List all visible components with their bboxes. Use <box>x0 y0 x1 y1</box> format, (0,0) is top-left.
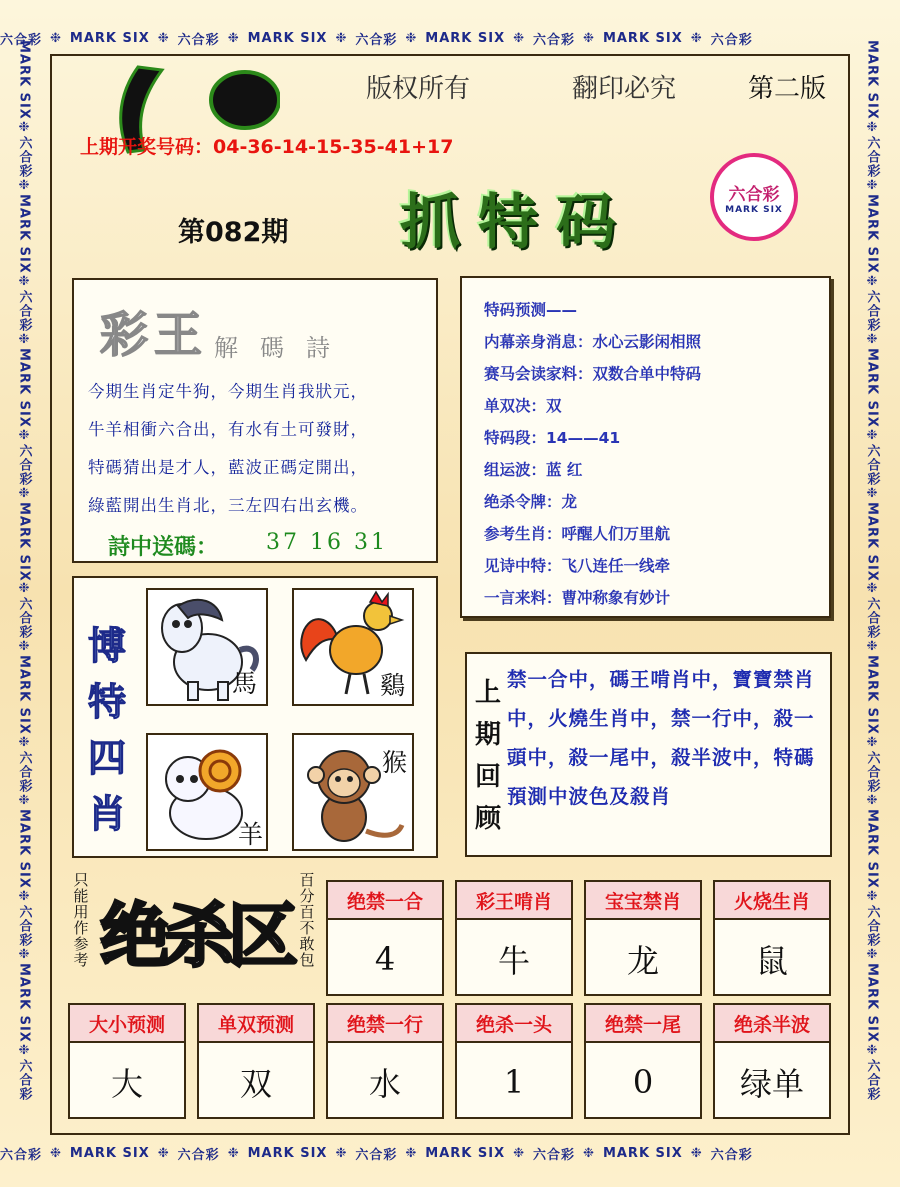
kill-cell-head: 绝禁一尾 <box>586 1005 700 1043</box>
prediction-line: 参考生肖：呼醒人们万里航 <box>484 525 671 543</box>
prediction-line: 特码预测—— <box>484 301 578 319</box>
prediction-line: 一言来料：曹冲称象有妙计 <box>484 589 671 607</box>
kill-cell <box>68 1003 186 1119</box>
border-text: MARK SIX <box>16 809 32 890</box>
border-text: 六合彩 <box>864 597 880 640</box>
mark-six-logo <box>710 153 798 241</box>
kill-cell <box>713 880 831 996</box>
border-bottom: 六合彩 ❉ MARK SIX ❉ 六合彩 ❉ MARK SIX ❉ 六合彩 ❉ MARK SIX ❉ 六合彩 ❉ MARK SIX ❉ 六合彩 <box>0 1145 753 1163</box>
border-text: MARK SIX <box>16 501 32 582</box>
kill-cell <box>197 1003 315 1119</box>
prediction-panel <box>460 276 831 618</box>
border-text: MARK SIX <box>425 1145 506 1161</box>
kill-zone-note-right: 百分百不敢包 <box>299 871 315 969</box>
border-text: MARK SIX <box>864 809 880 890</box>
border-right: MARK SIX ❉ 六合彩 ❉ MARK SIX ❉ 六合彩 ❉ MARK SIX ❉ 六合彩 ❉ MARK SIX ❉ 六合彩 ❉ MARK SIX ❉ 六合彩 ❉ MARK SIX ❉ 六合彩 ❉ MARK SIX ❉ 六合彩 <box>864 40 880 1101</box>
border-text: MARK SIX <box>864 655 880 736</box>
border-text: 六合彩 <box>16 905 32 948</box>
poem-line: 今期生肖定牛狗，今期生肖我狀元， <box>88 382 368 401</box>
border-text: 六合彩 <box>16 289 32 332</box>
prediction-line: 赛马会读家料：双数合单中特码 <box>484 365 702 383</box>
zodiac-card-sheep <box>146 733 268 851</box>
kill-cell-value: 绿单 <box>739 1065 804 1103</box>
border-left: MARK SIX ❉ 六合彩 ❉ MARK SIX ❉ 六合彩 ❉ MARK SIX ❉ 六合彩 ❉ MARK SIX ❉ 六合彩 ❉ MARK SIX ❉ 六合彩 ❉ MARK SIX ❉ 六合彩 ❉ MARK SIX ❉ 六合彩 <box>16 40 32 1101</box>
kill-cell <box>326 1003 444 1119</box>
border-text: MARK SIX <box>247 30 328 46</box>
border-text: 六合彩 <box>16 443 32 486</box>
kill-cell-value: 4 <box>374 940 396 978</box>
issue-number: 第082期 <box>178 217 289 248</box>
border-text: MARK SIX <box>602 30 683 46</box>
kill-cell-value: 0 <box>632 1063 654 1101</box>
no-reprint-text: 翻印必究 <box>572 74 677 104</box>
border-text: 六合彩 <box>864 1058 880 1101</box>
copyright-text: 版权所有 <box>366 74 471 104</box>
prediction-line: 内幕亲身消息：水心云影闲相照 <box>484 333 702 351</box>
border-text: 六合彩 <box>710 1147 753 1163</box>
zodiac-name: 馬 <box>232 669 258 698</box>
kill-cell-head: 宝宝禁肖 <box>586 882 700 920</box>
poem-subtitle: 解碼詩 <box>214 334 352 362</box>
kill-cell-value: 牛 <box>497 942 530 980</box>
border-text: 六合彩 <box>177 32 220 48</box>
kill-cell <box>713 1003 831 1119</box>
poem-numbers: 37 16 31 <box>266 530 388 555</box>
zodiac-card-monkey <box>292 733 414 851</box>
kill-cell-head: 彩王啃肖 <box>457 882 571 920</box>
zodiac-name: 鷄 <box>380 671 406 700</box>
poem-panel <box>72 278 438 563</box>
kill-cell <box>584 880 702 996</box>
prediction-line: 特码段：14——41 <box>484 429 621 447</box>
kill-cell <box>584 1003 702 1119</box>
border-text: 六合彩 <box>864 289 880 332</box>
border-text: MARK SIX <box>69 30 150 46</box>
border-text: 六合彩 <box>355 32 398 48</box>
kill-cell-head: 绝杀半波 <box>715 1005 829 1043</box>
border-text: 六合彩 <box>0 1147 43 1163</box>
kill-cell <box>326 880 444 996</box>
zodiac-name: 猴 <box>382 748 408 777</box>
border-text: 六合彩 <box>533 1147 576 1163</box>
border-text: 六合彩 <box>16 751 32 794</box>
poem-title: 彩王 <box>100 307 209 363</box>
border-text: 六合彩 <box>16 597 32 640</box>
review-side-label: 上期回顾 <box>474 678 501 834</box>
kill-cell-head: 绝禁一行 <box>328 1005 442 1043</box>
border-text: 六合彩 <box>0 32 43 48</box>
border-text: MARK SIX <box>602 1145 683 1161</box>
kill-cell-head: 大小预测 <box>70 1005 184 1043</box>
edition-text: 第二版 <box>748 74 827 104</box>
border-text: MARK SIX <box>16 193 32 274</box>
border-text: 六合彩 <box>177 1147 220 1163</box>
logo-text: 六合彩 <box>728 184 780 205</box>
review-text: 禁一合中，碼王啃肖中，寶寶禁肖中，火燒生肖中，禁一行中，殺一頭中，殺一尾中，殺半波中，特碼預測中波色及殺肖 <box>507 668 815 808</box>
border-text: MARK SIX <box>247 1145 328 1161</box>
previous-draw-numbers: 上期开奖号码：04-36-14-15-35-41+17 <box>80 136 454 158</box>
kill-cell-value: 水 <box>368 1065 401 1103</box>
border-text: MARK SIX <box>864 40 880 120</box>
border-text: 六合彩 <box>16 135 32 178</box>
logo-subtext: MARK SIX <box>725 204 783 215</box>
poem-line: 特碼猜出是才人，藍波正碼定開出， <box>88 458 368 477</box>
kill-cell-value: 鼠 <box>755 942 788 980</box>
border-text: MARK SIX <box>16 347 32 428</box>
poem-send-label: 詩中送碼： <box>108 534 219 560</box>
kill-cell-head: 单双预测 <box>199 1005 313 1043</box>
border-text: 六合彩 <box>710 32 753 48</box>
kill-cell-head: 火烧生肖 <box>715 882 829 920</box>
border-text: MARK SIX <box>864 193 880 274</box>
zodiac-name: 羊 <box>238 820 264 849</box>
border-text: 六合彩 <box>355 1147 398 1163</box>
prediction-line: 见诗中特：飞八连任一线牵 <box>484 557 671 575</box>
zodiac-card-rooster <box>292 588 414 706</box>
border-top: 六合彩 ❉ MARK SIX ❉ 六合彩 ❉ MARK SIX ❉ 六合彩 ❉ MARK SIX ❉ 六合彩 ❉ MARK SIX ❉ 六合彩 <box>0 30 753 48</box>
border-text: MARK SIX <box>864 347 880 428</box>
border-text: 六合彩 <box>864 443 880 486</box>
border-text: 六合彩 <box>533 32 576 48</box>
review-panel <box>465 652 832 857</box>
prediction-line: 单双决：双 <box>484 397 562 415</box>
kill-cell-value: 1 <box>503 1063 525 1101</box>
border-text: MARK SIX <box>864 963 880 1043</box>
prediction-line: 绝杀令牌：龙 <box>484 493 578 511</box>
border-text: 六合彩 <box>864 905 880 948</box>
border-text: MARK SIX <box>16 963 32 1043</box>
border-text: 六合彩 <box>864 135 880 178</box>
zodiac-label: 博特四肖 <box>87 624 126 836</box>
border-text: 六合彩 <box>16 1058 32 1101</box>
kill-cell-value: 双 <box>239 1065 272 1103</box>
zodiac-card-horse <box>146 588 268 706</box>
border-text: 六合彩 <box>864 751 880 794</box>
poem-line: 牛羊相衝六合出，有水有土可發財， <box>88 420 368 439</box>
kill-cell-head: 绝禁一合 <box>328 882 442 920</box>
kill-zone-note-left: 只能用作参考 <box>73 871 89 969</box>
kill-cell <box>455 880 573 996</box>
kill-zone-title: 绝杀区 <box>100 895 292 977</box>
border-text: MARK SIX <box>16 655 32 736</box>
kill-cell-value: 龙 <box>626 942 659 980</box>
border-text: MARK SIX <box>425 30 506 46</box>
kill-cell-head: 绝杀一头 <box>457 1005 571 1043</box>
zodiac-panel <box>72 576 438 858</box>
poem-line: 綠藍開出生肖北，三左四右出玄機。 <box>88 496 368 515</box>
kill-cell <box>455 1003 573 1119</box>
kill-cell-value: 大 <box>110 1065 143 1103</box>
page-title: 抓特码 <box>400 188 634 258</box>
border-text: MARK SIX <box>69 1145 150 1161</box>
border-text: MARK SIX <box>864 501 880 582</box>
prediction-line: 组运波：蓝 红 <box>484 461 583 479</box>
border-text: MARK SIX <box>16 40 32 120</box>
